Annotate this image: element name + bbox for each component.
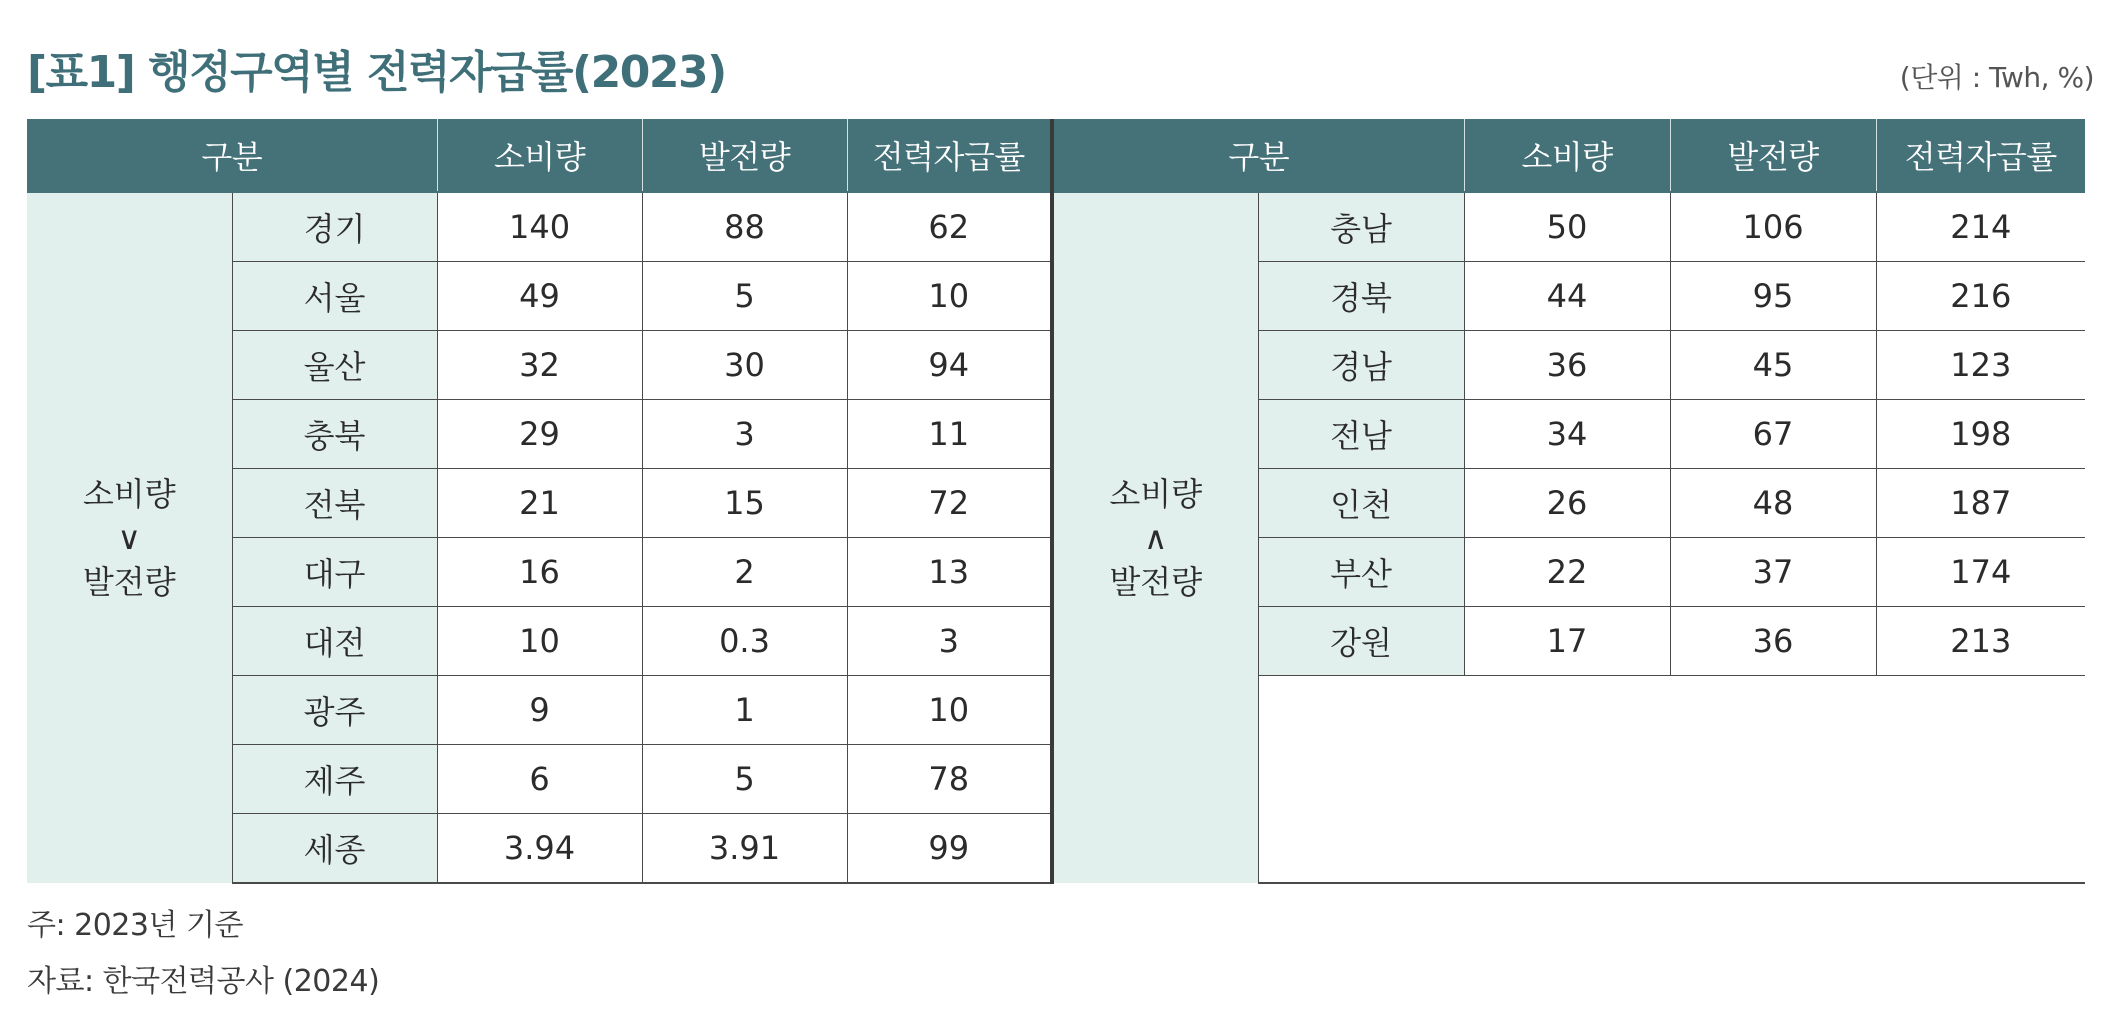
- empty-cell: [1670, 745, 1876, 814]
- region-cell: 부산: [1258, 538, 1464, 607]
- consumption-cell: 16: [437, 538, 642, 607]
- self-sufficiency-cell: 3: [847, 607, 1052, 676]
- table-notes: [27, 898, 379, 1010]
- empty-cell: [1876, 676, 2085, 745]
- header-consumption-right: 소비량: [1464, 119, 1670, 192]
- region-cell: 제주: [232, 745, 437, 814]
- basis-note: 주: 2023년 기준: [27, 908, 243, 943]
- region-cell: 충북: [232, 400, 437, 469]
- self-sufficiency-cell: 78: [847, 745, 1052, 814]
- generation-cell: 2: [642, 538, 847, 607]
- consumption-cell: 44: [1464, 262, 1670, 331]
- table-title: [표1] 행정구역별 전력자급률(2023): [27, 47, 726, 98]
- self-sufficiency-cell: 174: [1876, 538, 2085, 607]
- region-cell: 세종: [232, 814, 437, 884]
- consumption-cell: 17: [1464, 607, 1670, 676]
- self-sufficiency-cell: 99: [847, 814, 1052, 884]
- generation-cell: 67: [1670, 400, 1876, 469]
- region-cell: 울산: [232, 331, 437, 400]
- region-cell: 강원: [1258, 607, 1464, 676]
- generation-cell: 45: [1670, 331, 1876, 400]
- table-row: [27, 192, 2085, 262]
- self-sufficiency-cell: 62: [847, 192, 1052, 262]
- self-sufficiency-cell: 198: [1876, 400, 2085, 469]
- unit-label: (단위 : Twh, %): [1899, 61, 2094, 94]
- greater-than-symbol: ∨: [117, 519, 141, 557]
- empty-cell: [1464, 814, 1670, 884]
- self-sufficiency-cell: 11: [847, 400, 1052, 469]
- region-cell: 전남: [1258, 400, 1464, 469]
- generation-cell: 37: [1670, 538, 1876, 607]
- generation-cell: 3: [642, 400, 847, 469]
- self-sufficiency-cell: 72: [847, 469, 1052, 538]
- header-self-sufficiency-right: 전력자급률: [1876, 119, 2085, 192]
- region-cell: 경기: [232, 192, 437, 262]
- region-cell: 대전: [232, 607, 437, 676]
- consumption-cell: 9: [437, 676, 642, 745]
- consumption-cell: 49: [437, 262, 642, 331]
- region-cell: 인천: [1258, 469, 1464, 538]
- consumption-cell: 22: [1464, 538, 1670, 607]
- self-sufficiency-cell: 10: [847, 676, 1052, 745]
- table-header-row: [27, 119, 2085, 192]
- region-cell: 광주: [232, 676, 437, 745]
- generation-cell: 5: [642, 745, 847, 814]
- generation-cell: 36: [1670, 607, 1876, 676]
- consumption-cell: 34: [1464, 400, 1670, 469]
- region-cell: 전북: [232, 469, 437, 538]
- generation-cell: 3.91: [642, 814, 847, 884]
- self-sufficiency-cell: 123: [1876, 331, 2085, 400]
- region-cell: 충남: [1258, 192, 1464, 262]
- consumption-cell: 3.94: [437, 814, 642, 884]
- source-note: 자료: 한국전력공사 (2024): [27, 964, 380, 999]
- self-sufficiency-cell: 13: [847, 538, 1052, 607]
- empty-cell: [1876, 814, 2085, 884]
- self-sufficiency-table: [27, 119, 2085, 884]
- generation-cell: 0.3: [642, 607, 847, 676]
- consumption-cell: 32: [437, 331, 642, 400]
- empty-cell: [1258, 745, 1464, 814]
- empty-cell: [1464, 745, 1670, 814]
- consumption-cell: 6: [437, 745, 642, 814]
- less-than-symbol: ∧: [1144, 519, 1168, 557]
- empty-cell: [1464, 676, 1670, 745]
- region-cell: 경남: [1258, 331, 1464, 400]
- generation-cell: 15: [642, 469, 847, 538]
- consumption-cell: 140: [437, 192, 642, 262]
- header-generation-right: 발전량: [1670, 119, 1876, 192]
- group-label-consumption-less: 소비량 ∧ 발전량: [1052, 192, 1258, 883]
- empty-cell: [1670, 814, 1876, 884]
- empty-cell: [1876, 745, 2085, 814]
- self-sufficiency-cell: 10: [847, 262, 1052, 331]
- header-category-right: 구분: [1052, 119, 1464, 192]
- generation-cell: 95: [1670, 262, 1876, 331]
- consumption-cell: 26: [1464, 469, 1670, 538]
- self-sufficiency-cell: 213: [1876, 607, 2085, 676]
- generation-cell: 48: [1670, 469, 1876, 538]
- region-cell: 경북: [1258, 262, 1464, 331]
- generation-cell: 1: [642, 676, 847, 745]
- empty-cell: [1258, 676, 1464, 745]
- consumption-cell: 50: [1464, 192, 1670, 262]
- generation-cell: 5: [642, 262, 847, 331]
- header-generation-left: 발전량: [642, 119, 847, 192]
- consumption-cell: 29: [437, 400, 642, 469]
- generation-cell: 30: [642, 331, 847, 400]
- header-self-sufficiency-left: 전력자급률: [847, 119, 1052, 192]
- self-sufficiency-cell: 216: [1876, 262, 2085, 331]
- region-cell: 대구: [232, 538, 437, 607]
- consumption-cell: 21: [437, 469, 642, 538]
- consumption-cell: 36: [1464, 331, 1670, 400]
- empty-cell: [1670, 676, 1876, 745]
- region-cell: 서울: [232, 262, 437, 331]
- generation-cell: 88: [642, 192, 847, 262]
- self-sufficiency-cell: 187: [1876, 469, 2085, 538]
- self-sufficiency-cell: 214: [1876, 192, 2085, 262]
- group-label-consumption-greater: 소비량 ∨ 발전량: [27, 192, 232, 883]
- header-category-left: 구분: [27, 119, 437, 192]
- self-sufficiency-cell: 94: [847, 331, 1052, 400]
- empty-cell: [1258, 814, 1464, 884]
- header-consumption-left: 소비량: [437, 119, 642, 192]
- generation-cell: 106: [1670, 192, 1876, 262]
- consumption-cell: 10: [437, 607, 642, 676]
